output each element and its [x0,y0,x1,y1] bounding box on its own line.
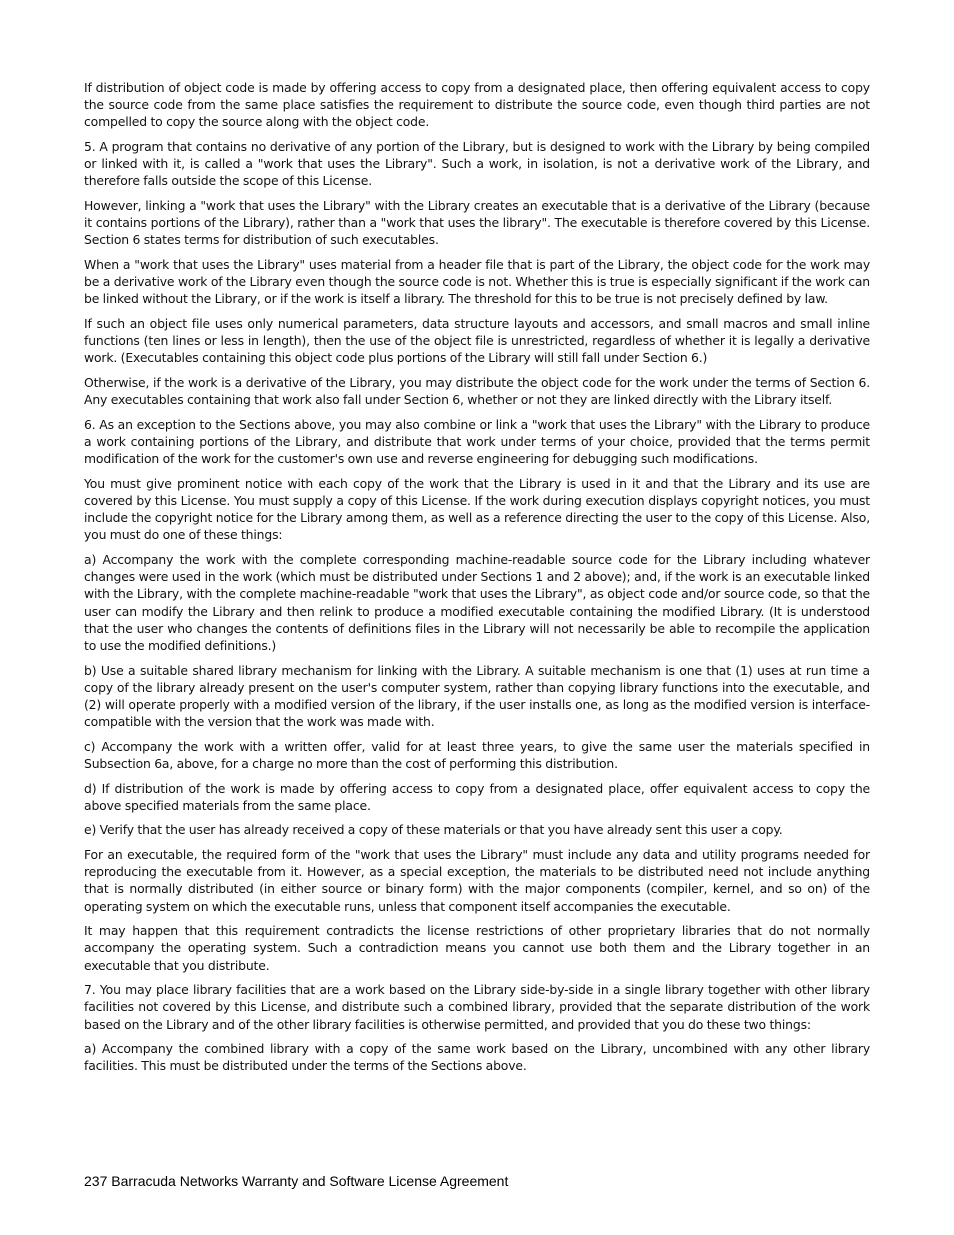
paragraph-option-e: e) Verify that the user has already received a copy of these materials or that you have already sent this user a copy. [84,822,783,838]
paragraph-object-code-distribution: If distribution of object code is made by offering access to copy from a designated place, then offering equivalent access to copy the source code from the same place satisfies the requirement to distribute the source code, even though third parties are not compelled to copy the source along with the object code. [84,80,870,130]
paragraph-section-7: 7. You may place library facilities that are a work based on the Library side-by-side in a single library together with other library facilities not covered by this License, and distribute such a combined library, provided that the separate distribution of the work based on the Library and of the other library facilities is otherwise permitted, and provided that you do these two things: [84,982,870,1032]
paragraph-section-5: 5. A program that contains no derivative of any portion of the Library, but is designed to work with the Library by being compiled or linked with it, is called a "work that uses the Library". Such a work, in isolation, is not a derivative work of the Library, and therefore falls outside the scope of this License. [84,139,870,189]
paragraph-section-6: 6. As an exception to the Sections above, you may also combine or link a "work that uses the Library" with the Library to produce a work containing portions of the Library, and distribute that work under terms of your choice, provided that the terms permit modification of the work for the customer's own use and reverse engineering for debugging such modifications. [84,416,870,467]
paragraph-executable-required-form: For an executable, the required form of the "work that uses the Library" must include any data and utility programs needed for reproducing the executable from it. However, as a special exception, the materials to be distributed need not include anything that is normally distributed (in either source or binary form) with the major components (compiler, kernel, and so on) of the operating system on which the executable runs, unless that component itself accompanies the executable. [84,847,870,914]
paragraph-header-file: When a "work that uses the Library" uses material from a header file that is part of the Library, the object code for the work may be a derivative work of the Library even though the source code is not. Whether this is true is especially significant if the work can be linked without the Library, or if the work is itself a library. The threshold for this to be true is not precisely defined by law. [84,257,870,307]
paragraph-option-d: d) If distribution of the work is made by offering access to copy from a designated place, offer equivalent access to copy the above specified materials from the same place. [84,780,870,813]
paragraph-section-7-option-a: a) Accompany the combined library with a copy of the same work based on the Library, uncombined with any other library facilities. This must be distributed under the terms of the Sections above. [84,1041,870,1074]
paragraph-contradiction: It may happen that this requirement contradicts the license restrictions of other proprietary libraries that do not normally accompany the operating system. Such a contradiction means you cannot use both them and the Library together in an executable that you distribute. [84,923,870,973]
license-text-body [84,79,870,1082]
paragraph-option-a: a) Accompany the work with the complete corresponding machine-readable source code for the Library including whatever changes were used in the work (which must be distributed under Sections 1 and 2 above); and, if the work is an executable linked with the Library, with the complete machine-readable "work that uses the Library", as object code and/or source code, so that the user can modify the Library and then relink to produce a modified executable containing the modified Library. (It is understood that the user who changes the contents of definitions files in the Library will not necessarily be able to recompile the application to use the modified definitions.) [84,552,870,654]
paragraph-otherwise-derivative: Otherwise, if the work is a derivative of the Library, you may distribute the object code for the work under the terms of Section 6. Any executables containing that work also fall under Section 6, whether or not they are linked directly with the Library itself. [84,375,870,408]
page-footer: 237 Barracuda Networks Warranty and Software License Agreement [84,1173,509,1189]
paragraph-prominent-notice: You must give prominent notice with each copy of the work that the Library is used in it and that the Library and its use are covered by this License. You must supply a copy of this License. If the work during execution displays copyright notices, you must include the copyright notice for the Library among them, as well as a reference directing the user to the copy of this License. Also, you must do one of these things: [84,475,870,543]
paragraph-object-file-parameters: If such an object file uses only numerical parameters, data structure layouts and accessors, and small macros and small inline functions (ten lines or less in length), then the use of the object file is unrestricted, regardless of whether it is legally a derivative work. (Executables containing this object code plus portions of the Library will still fall under Section 6.) [84,316,870,366]
paragraph-linking-executable: However, linking a "work that uses the Library" with the Library creates an executable that is a derivative of the Library (because it contains portions of the Library), rather than a "work that uses the library". The executable is therefore covered by this License. Section 6 states terms for distribution of such executables. [84,198,870,248]
paragraph-option-c: c) Accompany the work with a written offer, valid for at least three years, to give the same user the materials specified in Subsection 6a, above, for a charge no more than the cost of performing this distribution. [84,738,870,772]
paragraph-option-b: b) Use a suitable shared library mechanism for linking with the Library. A suitable mechanism is one that (1) uses at run time a copy of the library already present on the user's computer system, rather than copying library functions into the executable, and (2) will operate properly with a modified version of the library, if the user installs one, as long as the modified version is interface-compatible with the version that the work was made with. [84,662,870,730]
